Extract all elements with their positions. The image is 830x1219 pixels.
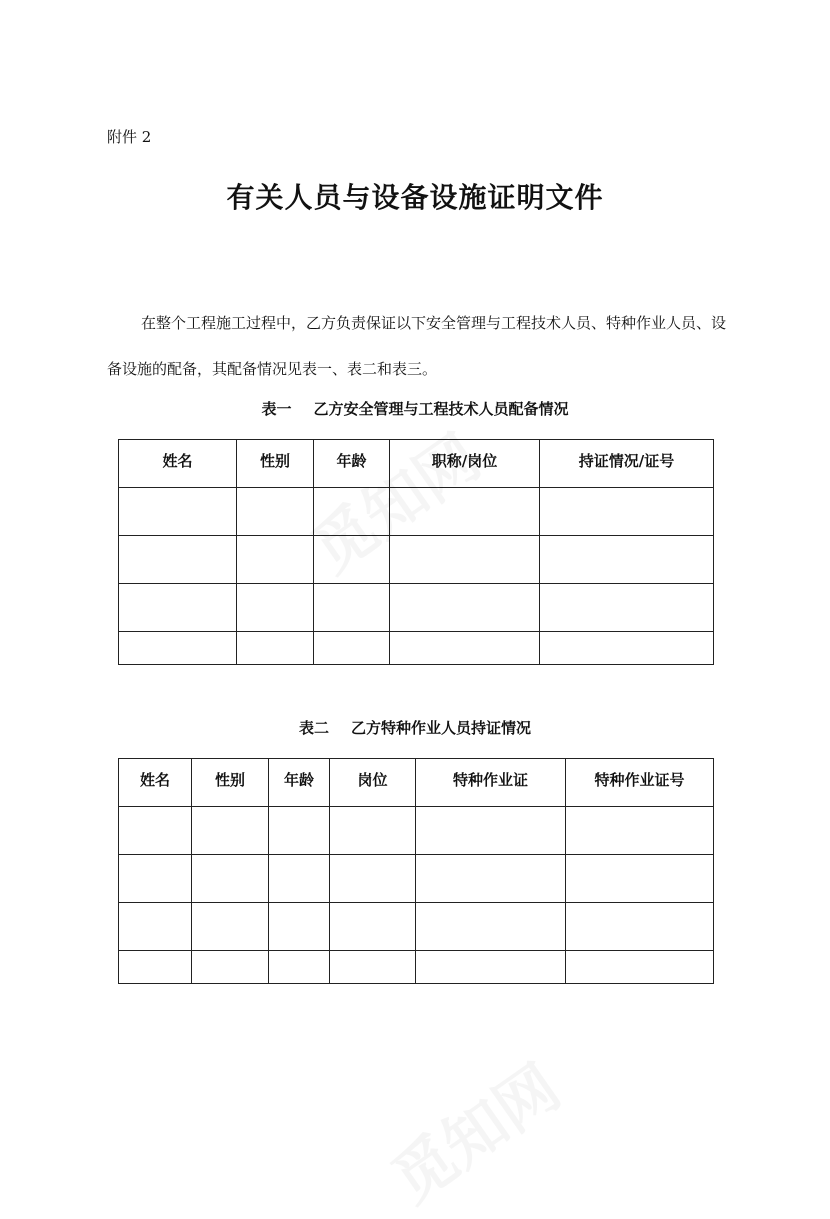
table-cell — [416, 903, 566, 951]
table-cell — [269, 807, 330, 855]
column-header-name: 姓名 — [119, 440, 237, 488]
table-cell — [192, 855, 269, 903]
table1-caption-title: 乙方安全管理与工程技术人员配备情况 — [313, 400, 569, 418]
column-header-gender: 性别 — [192, 759, 269, 807]
table1-caption-number: 表一 — [261, 400, 292, 418]
table-cell — [540, 584, 714, 632]
annex-label: 附件 2 — [107, 128, 152, 146]
table-cell — [390, 536, 540, 584]
table-cell — [416, 807, 566, 855]
table2-caption — [0, 717, 830, 738]
table-cell — [540, 632, 714, 665]
table-cell — [192, 903, 269, 951]
table-cell — [269, 855, 330, 903]
table-cell — [540, 488, 714, 536]
table-header-row — [119, 759, 714, 807]
intro-paragraph: 在整个工程施工过程中，乙方负责保证以下安全管理与工程技术人员、特种作业人员、设备设施的配备，其配备情况见表一、表二和表三。 — [107, 314, 727, 378]
table-cell — [540, 536, 714, 584]
table-cell — [314, 632, 390, 665]
table-cell — [237, 584, 314, 632]
table-cell — [330, 807, 416, 855]
table-cell — [119, 488, 237, 536]
table-cell — [119, 632, 237, 665]
page-title: 有关人员与设备设施证明文件 — [226, 181, 604, 214]
table-row — [119, 855, 714, 903]
table-cell — [566, 903, 714, 951]
table-cell — [119, 855, 192, 903]
column-header-age: 年龄 — [314, 440, 390, 488]
column-header-title-post: 职称/岗位 — [390, 440, 540, 488]
table-row — [119, 536, 714, 584]
column-header-certificate: 持证情况/证号 — [540, 440, 714, 488]
table2-caption-title: 乙方特种作业人员持证情况 — [351, 719, 532, 737]
column-header-special-certificate-number: 特种作业证号 — [566, 759, 714, 807]
table-row — [119, 951, 714, 984]
table-row — [119, 584, 714, 632]
table-cell — [269, 951, 330, 984]
table-cell — [119, 951, 192, 984]
table-cell — [237, 632, 314, 665]
watermark — [371, 1040, 574, 1219]
table-cell — [269, 903, 330, 951]
table-cell — [192, 807, 269, 855]
table-row — [119, 807, 714, 855]
table-cell — [416, 855, 566, 903]
column-header-name: 姓名 — [119, 759, 192, 807]
table-cell — [119, 584, 237, 632]
table-cell — [416, 951, 566, 984]
table-cell — [390, 584, 540, 632]
column-header-age: 年龄 — [269, 759, 330, 807]
table-cell — [330, 903, 416, 951]
column-header-post: 岗位 — [330, 759, 416, 807]
table1-caption — [0, 398, 830, 419]
table-cell — [566, 951, 714, 984]
table-cell — [119, 536, 237, 584]
table-cell — [119, 807, 192, 855]
table-cell — [192, 951, 269, 984]
table-cell — [566, 807, 714, 855]
special-operations-table — [118, 758, 714, 984]
table-cell — [330, 951, 416, 984]
column-header-gender: 性别 — [237, 440, 314, 488]
table-cell — [237, 536, 314, 584]
table-row — [119, 632, 714, 665]
column-header-special-certificate: 特种作业证 — [416, 759, 566, 807]
table-cell — [314, 584, 390, 632]
table2-caption-number: 表二 — [298, 719, 329, 737]
table-cell — [566, 855, 714, 903]
table-cell — [330, 855, 416, 903]
table-row — [119, 903, 714, 951]
table-cell — [119, 903, 192, 951]
table-cell — [390, 632, 540, 665]
